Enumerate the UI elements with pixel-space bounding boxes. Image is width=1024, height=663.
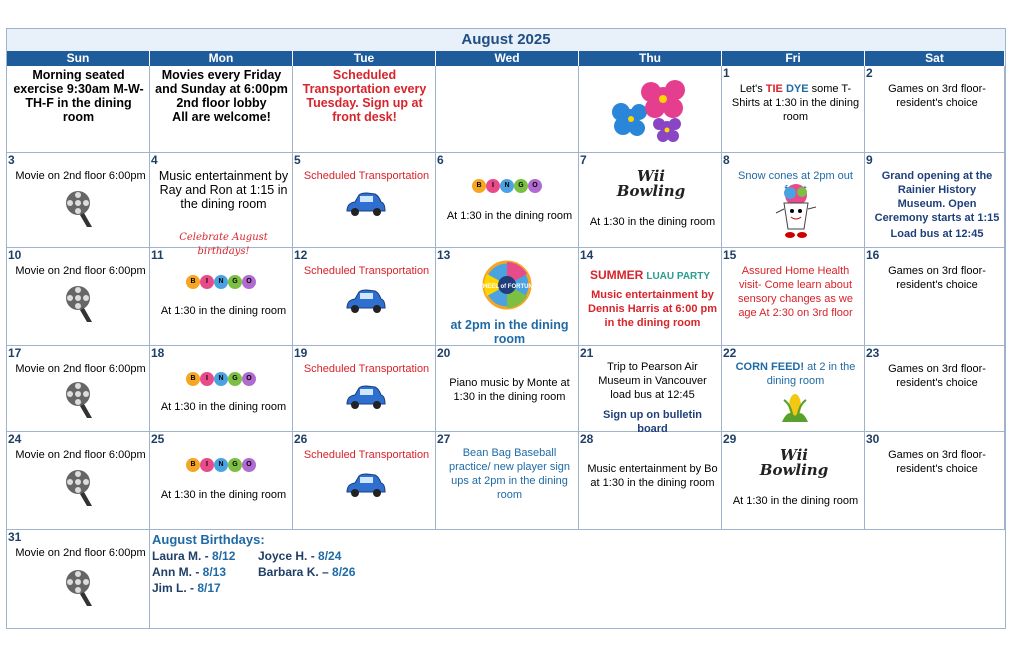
- summer-word: SUMMER: [589, 268, 644, 282]
- birthday-date: 8/26: [332, 565, 356, 579]
- corn-feed-rest: at 2 in the dining room: [766, 361, 856, 387]
- date-num: 1: [723, 66, 730, 80]
- corn-event: [730, 360, 861, 388]
- day-cell-26: [293, 432, 436, 530]
- date-num: 18: [151, 346, 165, 360]
- film-reel-icon: [64, 568, 94, 608]
- note-cell-tue: [293, 66, 436, 153]
- date-num: 22: [723, 346, 737, 360]
- day-cell-29: [722, 432, 865, 530]
- date-num: 20: [437, 346, 451, 360]
- empty-cell: [436, 66, 579, 153]
- tie-dye-b: some T-Shirts at 1:30 in the dining room: [731, 83, 860, 123]
- bingo-icon: [186, 372, 256, 386]
- day-header-thu: Thu: [579, 51, 722, 66]
- tie-dye-event: [730, 82, 861, 124]
- bingo-event: At 1:30 in the dining room: [446, 210, 573, 222]
- bingo-ball: B: [186, 275, 200, 289]
- calendar: [6, 28, 1006, 629]
- car-icon: [343, 288, 387, 318]
- movies-note-a: Movies every Friday and Sunday at 6:00pm: [155, 68, 288, 96]
- birthday-name: Jim L. -: [152, 581, 198, 595]
- bingo-ball: B: [472, 179, 486, 193]
- day-cell-23: [865, 346, 1005, 432]
- date-num: 14: [580, 248, 594, 262]
- film-reel-icon: [64, 468, 94, 508]
- birthday-date: 8/12: [212, 549, 236, 563]
- games-event: Games on 3rd floor-resident's choice: [888, 363, 986, 389]
- date-num: 8: [723, 153, 730, 167]
- bingo-ball: G: [228, 458, 242, 472]
- tie-dye-a: Let's: [739, 83, 766, 95]
- bingo-ball: N: [214, 275, 228, 289]
- bingo-icon: [186, 458, 256, 472]
- note-cell-sun: [7, 66, 150, 153]
- hibiscus-cell: [579, 66, 722, 153]
- date-num: 13: [437, 248, 451, 262]
- movie-event: Movie on 2nd floor 6:00pm: [15, 363, 146, 375]
- birthday-name: Ann M. -: [152, 565, 203, 579]
- bingo-ball: I: [200, 458, 214, 472]
- date-num: 16: [866, 248, 880, 262]
- date-num: 29: [723, 432, 737, 446]
- car-icon: [343, 191, 387, 221]
- film-reel-icon: [64, 284, 94, 324]
- wii-bowling-icon: Wii Bowling: [616, 167, 686, 200]
- bingo-ball: G: [514, 179, 528, 193]
- day-cell-2: [865, 66, 1005, 153]
- snow-cone-icon: [772, 183, 818, 241]
- date-num: 19: [294, 346, 308, 360]
- wii-event: At 1:30 in the dining room: [732, 495, 859, 507]
- day-cell-12: [293, 248, 436, 346]
- transport-note: Scheduled Transportation every Tuesday. Sign up at front desk!: [302, 68, 427, 124]
- bingo-ball: B: [186, 458, 200, 472]
- exercise-note: Morning seated exercise 9:30am M-W-TH-F in the dining room: [13, 68, 144, 124]
- music-event: Music entertainment by Ray and Ron at 1:15 in the dining room: [158, 169, 289, 211]
- date-num: 7: [580, 153, 587, 167]
- day-header-sat: Sat: [865, 51, 1005, 66]
- luau-word: LUAU PARTY: [646, 271, 711, 282]
- day-cell-15: [722, 248, 865, 346]
- day-cell-10: [7, 248, 150, 346]
- wheel-of-fortune-icon: [477, 260, 537, 310]
- bingo-icon: [472, 179, 542, 193]
- birthday-date: 8/24: [318, 549, 342, 563]
- day-cell-28: [579, 432, 722, 530]
- transport-event: Scheduled Transportation: [303, 265, 430, 277]
- tie-word: TIE: [765, 83, 783, 95]
- hibiscus-icon: [609, 78, 693, 142]
- date-num: 4: [151, 153, 158, 167]
- wii-bowling-icon: Wii Bowling: [759, 446, 829, 479]
- day-cell-22: [722, 346, 865, 432]
- date-num: 21: [580, 346, 594, 360]
- bingo-ball: G: [228, 372, 242, 386]
- day-cell-4: [150, 153, 293, 257]
- date-num: 30: [866, 432, 880, 446]
- bingo-ball: O: [242, 372, 256, 386]
- date-num: 17: [8, 346, 22, 360]
- dye-word: DYE: [785, 83, 809, 95]
- day-header-fri: Fri: [722, 51, 865, 66]
- bingo-ball: I: [486, 179, 500, 193]
- bingo-ball: I: [200, 372, 214, 386]
- movie-event: Movie on 2nd floor 6:00pm: [15, 449, 146, 461]
- snow-cone-event: Snow cones at 2pm out: [738, 170, 853, 182]
- museum-bus: Load bus at 12:45: [890, 228, 984, 240]
- bingo-event: At 1:30 in the dining room: [160, 305, 287, 317]
- day-cell-31: [7, 530, 150, 628]
- day-cell-1: [722, 66, 865, 153]
- bingo-event: At 1:30 in the dining room: [160, 401, 287, 413]
- date-num: 6: [437, 153, 444, 167]
- note-cell-mon: [150, 66, 293, 153]
- day-header-tue: Tue: [293, 51, 436, 66]
- day-cell-9: [865, 153, 1005, 248]
- baseball-event: Bean Bag Baseball practice/ new player sign ups at 2pm in the dining room: [448, 447, 571, 501]
- games-event: Games on 3rd floor-resident's choice: [888, 83, 986, 109]
- calendar-title: August 2025: [7, 29, 1005, 52]
- date-num: 3: [8, 153, 15, 167]
- bingo-ball: O: [242, 458, 256, 472]
- bingo-icon: [186, 275, 256, 289]
- transport-event: Scheduled Transportation: [303, 363, 430, 375]
- bingo-ball: O: [528, 179, 542, 193]
- car-icon: [343, 472, 387, 502]
- day-cell-7: [579, 153, 722, 248]
- trip-event: Trip to Pearson Air Museum in Vancouver load bus at 12:45: [598, 361, 707, 401]
- film-reel-icon: [64, 189, 94, 229]
- day-cell-8: [722, 153, 865, 248]
- luau-event: Music entertainment by Dennis Harris at 6:00 pm in the dining room: [588, 289, 717, 329]
- day-cell-30: [865, 432, 1005, 530]
- day-cell-20: [436, 346, 579, 432]
- wheel-event: at 2pm in the dining room: [450, 318, 569, 346]
- birthday-entry: [152, 565, 226, 579]
- date-num: 25: [151, 432, 165, 446]
- birthday-name: Laura M. -: [152, 549, 213, 563]
- day-cell-24: [7, 432, 150, 530]
- wii-event: At 1:30 in the dining room: [589, 216, 716, 228]
- birthdays-panel: [150, 530, 1005, 628]
- movie-event: Movie on 2nd floor 6:00pm: [15, 547, 146, 559]
- movie-event: Movie on 2nd floor 6:00pm: [15, 170, 146, 182]
- bingo-ball: N: [500, 179, 514, 193]
- date-num: 27: [437, 432, 451, 446]
- health-event: Assured Home Health visit- Come learn about sensory changes as we age At 2:30 on 3rd floor: [738, 265, 853, 319]
- birthdays-title: August Birthdays:: [152, 532, 265, 547]
- day-cell-6: [436, 153, 579, 248]
- bingo-ball: O: [242, 275, 256, 289]
- day-header-mon: Mon: [150, 51, 293, 66]
- day-cell-17: [7, 346, 150, 432]
- bingo-ball: G: [228, 275, 242, 289]
- date-num: 12: [294, 248, 308, 262]
- bingo-ball: N: [214, 458, 228, 472]
- bingo-ball: B: [186, 372, 200, 386]
- day-cell-18: [150, 346, 293, 432]
- date-num: 2: [866, 66, 873, 80]
- wheel-label: WHEEL of FORTUNE: [477, 284, 537, 290]
- day-cell-25: [150, 432, 293, 530]
- day-cell-27: [436, 432, 579, 530]
- date-num: 31: [8, 530, 22, 544]
- date-num: 5: [294, 153, 301, 167]
- corn-feed-word: CORN FEED!: [735, 361, 805, 373]
- birthday-note: Celebrate August birthdays!: [179, 232, 268, 257]
- bingo-ball: I: [200, 275, 214, 289]
- movies-note-b: 2nd floor lobby: [176, 96, 267, 110]
- film-reel-icon: [64, 380, 94, 420]
- bingo-ball: N: [214, 372, 228, 386]
- day-cell-11: [150, 248, 293, 346]
- birthday-name: Joyce H. -: [258, 549, 319, 563]
- bingo-event: At 1:30 in the dining room: [160, 489, 287, 501]
- birthday-entry: [258, 549, 341, 563]
- transport-event: Scheduled Transportation: [303, 170, 430, 182]
- birthday-date: 8/17: [197, 581, 221, 595]
- birthday-name: Barbara K. –: [258, 565, 333, 579]
- day-header-sun: Sun: [7, 51, 150, 66]
- date-num: 24: [8, 432, 22, 446]
- car-icon: [343, 384, 387, 414]
- birthday-entry: [152, 549, 235, 563]
- date-num: 10: [8, 248, 22, 262]
- date-num: 15: [723, 248, 737, 262]
- games-event: Games on 3rd floor-resident's choice: [888, 265, 986, 291]
- trip-signup: Sign up on bulletin board: [603, 409, 702, 435]
- date-num: 23: [866, 346, 880, 360]
- day-cell-13: [436, 248, 579, 346]
- day-cell-19: [293, 346, 436, 432]
- movies-note: [154, 68, 289, 124]
- music-bo-event: Music entertainment by Bo at 1:30 in the dining room: [587, 463, 718, 489]
- day-cell-21: [579, 346, 722, 435]
- luau-title: [581, 268, 719, 282]
- date-num: 28: [580, 432, 594, 446]
- piano-event: Piano music by Monte at 1:30 in the dining room: [449, 377, 570, 403]
- date-num: 9: [866, 153, 873, 167]
- birthday-entry: [258, 565, 355, 579]
- birthday-entry: [152, 581, 221, 595]
- movie-event: Movie on 2nd floor 6:00pm: [15, 265, 146, 277]
- day-cell-16: [865, 248, 1005, 346]
- movies-note-c: All are welcome!: [172, 110, 271, 124]
- date-num: 26: [294, 432, 308, 446]
- museum-event: Grand opening at the Rainier History Museum. Open Ceremony starts at 1:15: [874, 170, 1000, 224]
- birthday-date: 8/13: [202, 565, 227, 579]
- day-cell-14: [579, 248, 722, 346]
- date-num: 11: [151, 248, 164, 262]
- day-cell-5: [293, 153, 436, 248]
- games-event: Games on 3rd floor-resident's choice: [888, 449, 986, 475]
- transport-event: Scheduled Transportation: [303, 449, 430, 461]
- corn-icon: [780, 392, 810, 424]
- day-header-wed: Wed: [436, 51, 579, 66]
- day-cell-3: [7, 153, 150, 248]
